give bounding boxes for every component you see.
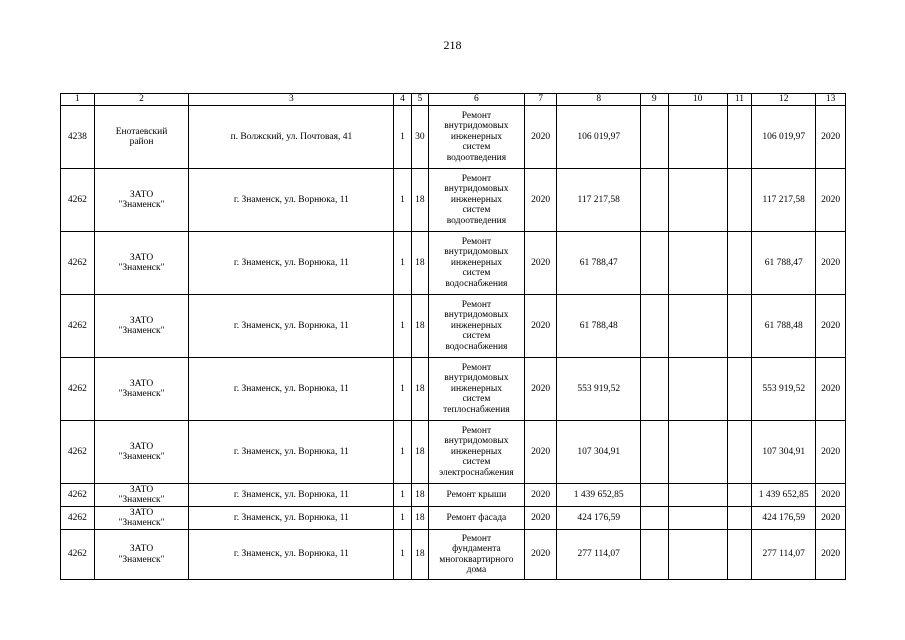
- municipality-text: ЗАТО "Знаменск": [118, 484, 165, 505]
- col11-cell: [727, 106, 751, 169]
- total-text: 424 176,59: [762, 512, 806, 523]
- col4-cell: [394, 232, 411, 295]
- col11-cell: [727, 232, 751, 295]
- year-cell: [524, 507, 557, 530]
- municipality-text: ЗАТО "Знаменск": [118, 441, 165, 462]
- col10-cell: [668, 106, 727, 169]
- completion-year-text: 2020: [821, 549, 841, 560]
- program-id-cell: [61, 421, 95, 484]
- cost-cell: [557, 169, 641, 232]
- program-id-text: 4262: [67, 320, 87, 331]
- col4-cell: [394, 106, 411, 169]
- completion-year-text: 2020: [821, 489, 841, 500]
- completion-year-text: 2020: [821, 194, 841, 205]
- col9-cell: [641, 295, 669, 358]
- total-text: 61 788,48: [764, 320, 803, 331]
- year-text: 2020: [531, 383, 551, 394]
- year-cell: [524, 106, 557, 169]
- year-text: 2020: [531, 320, 551, 331]
- total-text: 106 019,97: [762, 131, 806, 142]
- cost-text: 106 019,97: [577, 131, 621, 142]
- col5-text: 18: [415, 446, 425, 457]
- completion-year-cell: [816, 484, 846, 507]
- total-text: 277 114,07: [762, 549, 805, 560]
- work-type-cell: [429, 106, 525, 169]
- address-text: г. Знаменск, ул. Ворнюка, 11: [233, 320, 349, 331]
- col5-cell: [411, 507, 428, 530]
- year-text: 2020: [531, 257, 551, 268]
- column-header: 12: [752, 94, 816, 106]
- completion-year-cell: [816, 507, 846, 530]
- col10-cell: [668, 507, 727, 530]
- col4-text: 1: [400, 489, 405, 500]
- cost-text: 553 919,52: [577, 383, 621, 394]
- program-id-text: 4262: [67, 257, 87, 268]
- total-cell: [752, 484, 816, 507]
- total-text: 1 439 652,85: [758, 489, 809, 500]
- cost-cell: [557, 232, 641, 295]
- col10-cell: [668, 484, 727, 507]
- total-cell: [752, 106, 816, 169]
- year-text: 2020: [531, 489, 551, 500]
- year-cell: [524, 169, 557, 232]
- col9-cell: [641, 530, 669, 580]
- column-header: 6: [429, 94, 525, 106]
- program-id-cell: [61, 232, 95, 295]
- program-id-cell: [61, 484, 95, 507]
- col11-cell: [727, 421, 751, 484]
- column-header: 11: [727, 94, 751, 106]
- col5-cell: [411, 358, 428, 421]
- work-type-cell: [429, 507, 525, 530]
- program-id-cell: [61, 358, 95, 421]
- table-row: [61, 484, 846, 507]
- completion-year-cell: [816, 106, 846, 169]
- program-id-cell: [61, 530, 95, 580]
- col5-text: 18: [415, 549, 425, 560]
- address-text: г. Знаменск, ул. Ворнюка, 11: [233, 512, 349, 523]
- work-type-text: Ремонт крыши: [446, 489, 507, 500]
- address-text: г. Знаменск, ул. Ворнюка, 11: [233, 549, 349, 560]
- col5-cell: [411, 484, 428, 507]
- work-type-text: Ремонт внутридомовых инженерных систем теплоснабжения: [443, 362, 510, 415]
- col9-cell: [641, 232, 669, 295]
- col4-text: 1: [400, 512, 405, 523]
- col10-cell: [668, 421, 727, 484]
- total-cell: [752, 530, 816, 580]
- column-header: 2: [94, 94, 189, 106]
- total-text: 107 304,91: [762, 446, 806, 457]
- municipality-text: ЗАТО "Знаменск": [118, 315, 165, 336]
- address-cell: [189, 484, 394, 507]
- year-cell: [524, 530, 557, 580]
- completion-year-cell: [816, 530, 846, 580]
- program-id-cell: [61, 169, 95, 232]
- work-type-cell: [429, 295, 525, 358]
- col4-cell: [394, 484, 411, 507]
- year-cell: [524, 232, 557, 295]
- address-text: г. Знаменск, ул. Ворнюка, 11: [233, 446, 349, 457]
- col9-cell: [641, 484, 669, 507]
- work-type-cell: [429, 169, 525, 232]
- address-cell: [189, 169, 394, 232]
- address-text: п. Волжский, ул. Почтовая, 41: [230, 131, 353, 142]
- municipality-text: ЗАТО "Знаменск": [118, 378, 165, 399]
- completion-year-text: 2020: [821, 257, 841, 268]
- table-row: [61, 421, 846, 484]
- col5-cell: [411, 530, 428, 580]
- completion-year-cell: [816, 169, 846, 232]
- municipality-cell: [94, 421, 189, 484]
- col5-text: 18: [415, 194, 425, 205]
- address-text: г. Знаменск, ул. Ворнюка, 11: [233, 194, 349, 205]
- program-id-text: 4262: [67, 489, 87, 500]
- col11-cell: [727, 507, 751, 530]
- col4-cell: [394, 507, 411, 530]
- table-row: [61, 169, 846, 232]
- completion-year-cell: [816, 295, 846, 358]
- program-id-text: 4262: [67, 446, 87, 457]
- address-cell: [189, 232, 394, 295]
- total-cell: [752, 421, 816, 484]
- municipality-cell: [94, 232, 189, 295]
- completion-year-text: 2020: [821, 383, 841, 394]
- address-cell: [189, 530, 394, 580]
- cost-text: 117 217,58: [577, 194, 620, 205]
- completion-year-cell: [816, 421, 846, 484]
- program-id-text: 4262: [67, 383, 87, 394]
- cost-text: 61 788,48: [579, 320, 618, 331]
- total-cell: [752, 507, 816, 530]
- col9-cell: [641, 106, 669, 169]
- col4-cell: [394, 421, 411, 484]
- table-row: [61, 232, 846, 295]
- column-header: 8: [557, 94, 641, 106]
- work-type-cell: [429, 530, 525, 580]
- work-type-cell: [429, 358, 525, 421]
- completion-year-text: 2020: [821, 320, 841, 331]
- year-cell: [524, 295, 557, 358]
- col4-text: 1: [400, 446, 405, 457]
- total-cell: [752, 232, 816, 295]
- municipality-cell: [94, 530, 189, 580]
- column-header: 1: [61, 94, 95, 106]
- year-cell: [524, 421, 557, 484]
- work-type-text: Ремонт внутридомовых инженерных систем водоснабжения: [444, 236, 509, 289]
- municipality-text: ЗАТО "Знаменск": [118, 507, 165, 528]
- address-cell: [189, 507, 394, 530]
- col5-cell: [411, 169, 428, 232]
- column-header: 4: [394, 94, 411, 106]
- municipality-cell: [94, 358, 189, 421]
- col4-text: 1: [400, 383, 405, 394]
- municipality-text: ЗАТО "Знаменск": [118, 189, 165, 210]
- col4-cell: [394, 295, 411, 358]
- work-type-cell: [429, 232, 525, 295]
- col10-cell: [668, 295, 727, 358]
- address-text: г. Знаменск, ул. Ворнюка, 11: [233, 257, 349, 268]
- col10-cell: [668, 530, 727, 580]
- address-text: г. Знаменск, ул. Ворнюка, 11: [233, 383, 349, 394]
- year-cell: [524, 484, 557, 507]
- column-header: 5: [411, 94, 428, 106]
- column-header: 9: [641, 94, 669, 106]
- cost-cell: [557, 295, 641, 358]
- col11-cell: [727, 530, 751, 580]
- capital-repair-table: [60, 93, 846, 580]
- completion-year-cell: [816, 232, 846, 295]
- table-row: [61, 295, 846, 358]
- col9-cell: [641, 507, 669, 530]
- cost-text: 61 788,47: [579, 257, 618, 268]
- year-text: 2020: [531, 512, 551, 523]
- col11-cell: [727, 295, 751, 358]
- work-type-text: Ремонт внутридомовых инженерных систем водоотведения: [444, 110, 509, 163]
- column-header: 10: [668, 94, 727, 106]
- municipality-cell: [94, 484, 189, 507]
- program-id-text: 4262: [67, 512, 87, 523]
- work-type-text: Ремонт внутридомовых инженерных систем электроснабжения: [439, 425, 514, 478]
- cost-cell: [557, 421, 641, 484]
- municipality-text: ЗАТО "Знаменск": [118, 252, 165, 273]
- col4-text: 1: [400, 549, 405, 560]
- total-text: 553 919,52: [762, 383, 806, 394]
- col5-cell: [411, 295, 428, 358]
- address-cell: [189, 295, 394, 358]
- year-text: 2020: [531, 194, 551, 205]
- col5-text: 18: [415, 320, 425, 331]
- cost-text: 107 304,91: [577, 446, 621, 457]
- cost-text: 277 114,07: [577, 549, 620, 560]
- work-type-text: Ремонт внутридомовых инженерных систем водоснабжения: [444, 299, 509, 352]
- cost-cell: [557, 484, 641, 507]
- col4-cell: [394, 169, 411, 232]
- table-row: [61, 507, 846, 530]
- col5-text: 18: [415, 383, 425, 394]
- col5-text: 18: [415, 512, 425, 523]
- total-text: 61 788,47: [764, 257, 803, 268]
- completion-year-text: 2020: [821, 512, 841, 523]
- column-header: 7: [524, 94, 557, 106]
- col5-text: 18: [415, 257, 425, 268]
- page-number: 218: [443, 38, 462, 52]
- cost-text: 424 176,59: [577, 512, 621, 523]
- year-cell: [524, 358, 557, 421]
- col9-cell: [641, 169, 669, 232]
- col5-cell: [411, 232, 428, 295]
- year-text: 2020: [531, 446, 551, 457]
- work-type-text: Ремонт фундамента многоквартирного дома: [439, 533, 514, 575]
- col11-cell: [727, 169, 751, 232]
- column-header: 3: [189, 94, 394, 106]
- municipality-cell: [94, 507, 189, 530]
- column-number-row: [61, 94, 846, 106]
- col5-text: 18: [415, 489, 425, 500]
- completion-year-text: 2020: [821, 131, 841, 142]
- cost-cell: [557, 530, 641, 580]
- program-id-cell: [61, 295, 95, 358]
- cost-text: 1 439 652,85: [573, 489, 624, 500]
- col5-cell: [411, 421, 428, 484]
- municipality-cell: [94, 106, 189, 169]
- col4-cell: [394, 358, 411, 421]
- table-row: [61, 358, 846, 421]
- col4-text: 1: [400, 257, 405, 268]
- col9-cell: [641, 358, 669, 421]
- work-type-cell: [429, 421, 525, 484]
- address-cell: [189, 421, 394, 484]
- program-id-text: 4262: [67, 549, 87, 560]
- address-cell: [189, 358, 394, 421]
- work-type-text: Ремонт фасада: [446, 512, 507, 523]
- cost-cell: [557, 507, 641, 530]
- year-text: 2020: [531, 131, 551, 142]
- table-row: [61, 530, 846, 580]
- completion-year-cell: [816, 358, 846, 421]
- col11-cell: [727, 358, 751, 421]
- program-id-text: 4262: [67, 194, 87, 205]
- col11-cell: [727, 484, 751, 507]
- municipality-text: Енотаевский район: [115, 126, 168, 147]
- program-id-cell: [61, 507, 95, 530]
- col4-cell: [394, 530, 411, 580]
- col5-cell: [411, 106, 428, 169]
- col10-cell: [668, 232, 727, 295]
- address-text: г. Знаменск, ул. Ворнюка, 11: [233, 489, 349, 500]
- program-id-cell: [61, 106, 95, 169]
- year-text: 2020: [531, 549, 551, 560]
- column-header: 13: [816, 94, 846, 106]
- cost-cell: [557, 106, 641, 169]
- col4-text: 1: [400, 194, 405, 205]
- total-cell: [752, 358, 816, 421]
- col4-text: 1: [400, 131, 405, 142]
- cost-cell: [557, 358, 641, 421]
- work-type-cell: [429, 484, 525, 507]
- total-cell: [752, 295, 816, 358]
- total-cell: [752, 169, 816, 232]
- col10-cell: [668, 169, 727, 232]
- municipality-text: ЗАТО "Знаменск": [118, 544, 165, 565]
- address-cell: [189, 106, 394, 169]
- municipality-cell: [94, 169, 189, 232]
- table-row: [61, 106, 846, 169]
- col10-cell: [668, 358, 727, 421]
- completion-year-text: 2020: [821, 446, 841, 457]
- col5-text: 30: [415, 131, 425, 142]
- municipality-cell: [94, 295, 189, 358]
- total-text: 117 217,58: [762, 194, 805, 205]
- program-id-text: 4238: [67, 131, 87, 142]
- work-type-text: Ремонт внутридомовых инженерных систем водоотведения: [444, 173, 509, 226]
- col9-cell: [641, 421, 669, 484]
- col4-text: 1: [400, 320, 405, 331]
